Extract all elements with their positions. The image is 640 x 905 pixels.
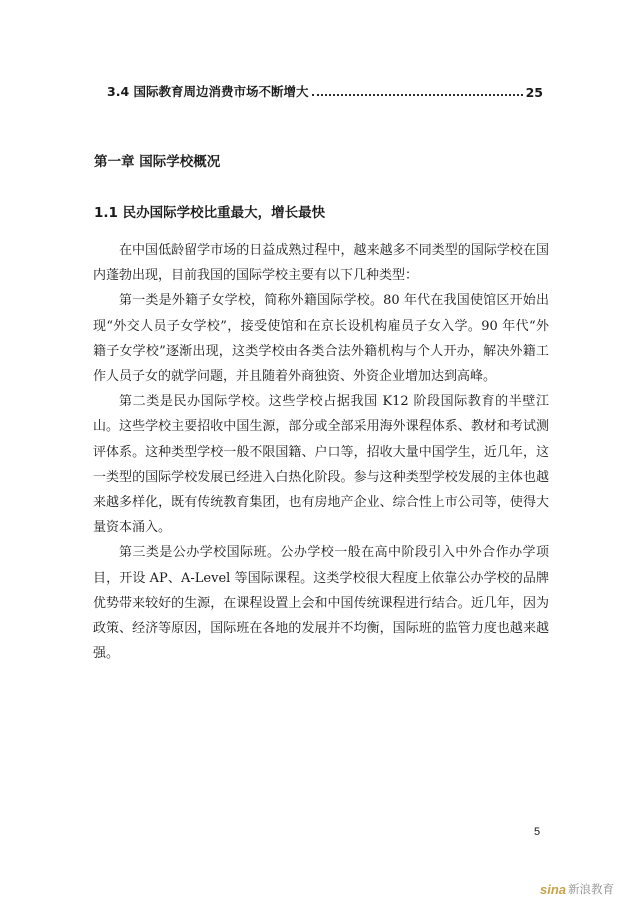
page-number: 5 [534,826,541,838]
paragraph-type-1: 第一类是外籍子女学校，简称外籍国际学校。80 年代在我国使馆区开始出现“外交人员子女学校”，接受使馆和在京长设机构雇员子女入学。90 年代“外籍子女学校”逐渐出现，这类学校由各类合法外籍机构与个人开办，解决外籍工作人员子女的就学问题，并且随着外商独资、外资企业增加达到高峰。 [93,293,549,385]
toc-entry-title: 3.4 国际教育周边消费市场不断增大 [107,84,309,99]
paragraph-type-3: 第三类是公办学校国际班。公办学校一般在高中阶段引入中外合作办学项目，开设 AP、A-Level 等国际课程。这类学校很大程度上依靠公办学校的品牌优势带来较好的生源，在课程设置上会和中国传统课程进行结合。近几年，因为政策、经济等原因，国际班在各地的发展并不均衡，国际班的监管力度也越来越强。 [93,545,549,662]
paragraph-type-2: 第二类是民办国际学校。这些学校占据我国 K12 阶段国际教育的半壁江山。这些学校主要招收中国生源，部分或全部采用海外课程体系、教材和考试测评体系。这种类型学校一般不限国籍、户口等，招收大量中国学生，近几年，这一类型的国际学校发展已经进入白热化阶段。参与这种类型学校发展的主体也越来越多样化，既有传统教育集团，也有房地产企业、综合性上市公司等，使得大量资本涌入。 [93,394,549,536]
toc-entry[interactable] [107,80,543,100]
toc-leader-dots [312,93,523,96]
toc-entry-page: 25 [525,85,543,100]
sina-logo-icon: sina [540,881,567,897]
paragraph-intro: 在中国低龄留学市场的日益成熟过程中，越来越多不同类型的国际学校在国内蓬勃出现，目前我国的国际学校主要有以下几种类型： [93,243,549,284]
sina-education-watermark [540,880,636,898]
section-title: 1.1 民办国际学校比重最大，增长最快 [94,205,326,221]
chapter-title: 第一章 国际学校概况 [94,154,221,170]
body-text [93,238,549,666]
watermark-text: 新浪教育 [568,882,615,896]
